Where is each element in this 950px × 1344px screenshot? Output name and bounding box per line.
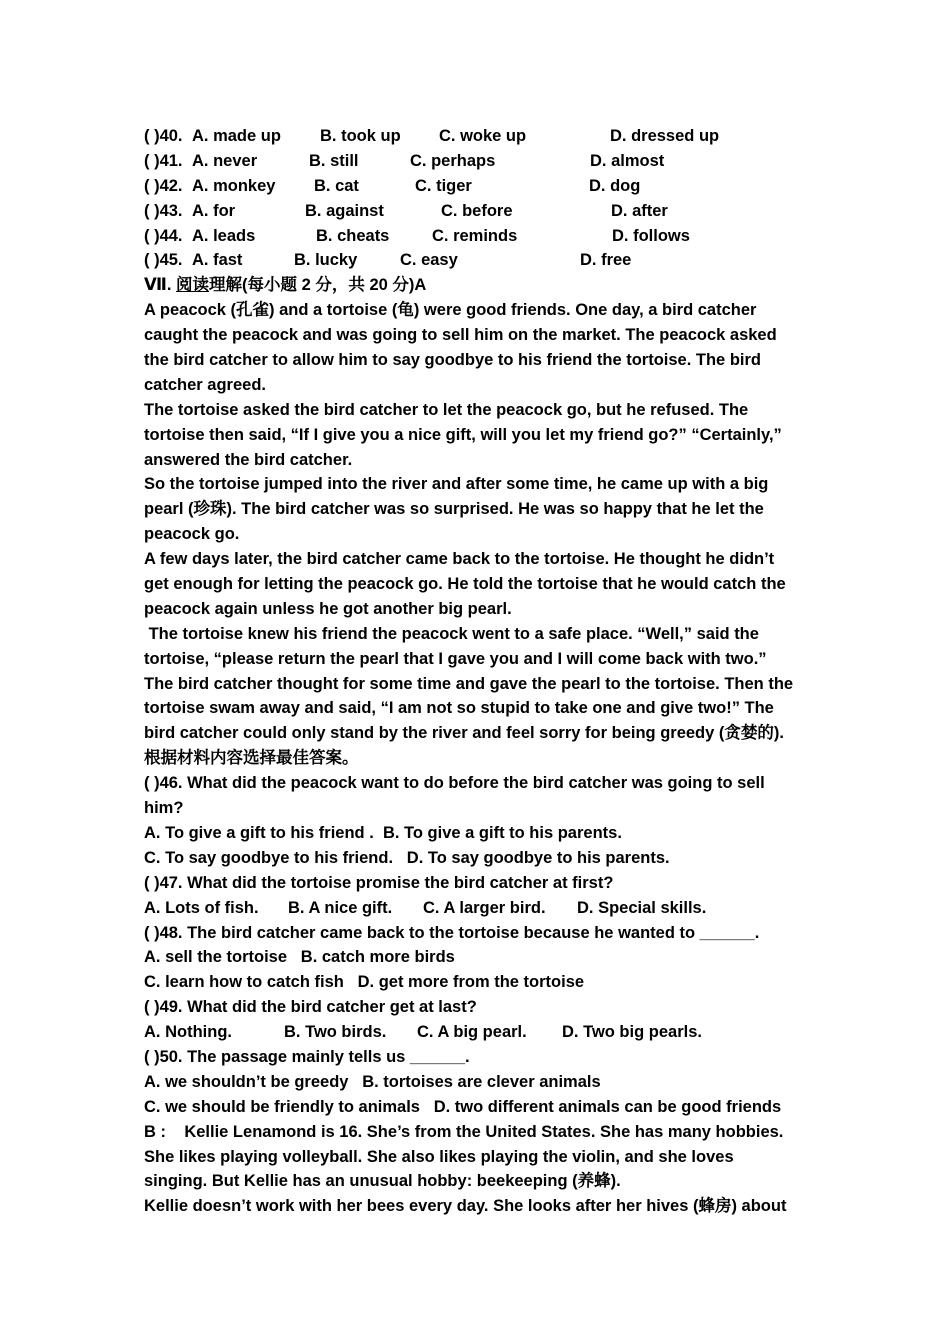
passage-line: caught the peacock and was going to sell him on the market. The peacock asked <box>144 326 777 345</box>
option-a: A. never <box>192 151 258 170</box>
option-a: A. made up <box>192 127 281 145</box>
option-c: C. easy <box>400 251 458 270</box>
option-b: B. A nice gift. <box>288 898 393 917</box>
question-46-options-cd: C. To say goodbye to his friend. D. To say goodbye to his parents. <box>144 848 670 867</box>
passage-line: tortoise swam away and said, “I am not so stupid to take one and give two!” The <box>144 699 774 718</box>
passage-line: The tortoise asked the bird catcher to let the peacock go, but he refused. The <box>144 400 749 419</box>
passage-line: singing. But Kellie has an unusual hobby: beekeeping (养蜂). <box>144 1172 621 1191</box>
section-rest: 理解(每小题 2 分，共 20 分)A <box>209 276 427 295</box>
question-number: ( )40. <box>144 127 183 145</box>
question-48-options-ab: A. sell the tortoise B. catch more birds <box>144 948 455 967</box>
option-c: C. before <box>441 201 513 220</box>
option-c: C. tiger <box>415 176 472 195</box>
question-48-options-cd: C. learn how to catch fish D. get more from the tortoise <box>144 973 585 992</box>
passage-line: tortoise then said, “If I give you a nice gift, will you let my friend go?” “Certainly,” <box>144 425 782 444</box>
option-a: A. fast <box>192 251 243 270</box>
question-number: ( )45. <box>144 251 183 270</box>
passage-line: Kellie doesn’t work with her bees every day. She looks after her hives (蜂房) about <box>144 1197 787 1216</box>
passage-line: She likes playing volleyball. She also likes playing the violin, and she loves <box>144 1147 734 1166</box>
option-c: C. woke up <box>439 127 527 145</box>
option-d: D. dressed up <box>610 127 720 145</box>
passage-line: A few days later, the bird catcher came back to the tortoise. He thought he didn’t <box>144 550 775 569</box>
question-50: ( )50. The passage mainly tells us ______. <box>144 1047 470 1066</box>
question-49-options <box>144 1020 809 1045</box>
option-c: C. reminds <box>432 226 518 245</box>
questions-a <box>144 771 809 1119</box>
question-number: ( )44. <box>144 226 183 245</box>
option-d: D. dog <box>589 176 641 195</box>
question-49: ( )49. What did the bird catcher get at last? <box>144 998 477 1017</box>
passage-line: get enough for letting the peacock go. He told the tortoise that he would catch the <box>144 575 786 594</box>
cloze-question-40 <box>144 124 809 149</box>
option-b: B. against <box>305 201 384 220</box>
cloze-question-44 <box>144 224 809 249</box>
passage-line: bird catcher could only stand by the river and feel sorry for being greedy (贪婪的). <box>144 724 784 743</box>
passage-line: catcher agreed. <box>144 375 266 394</box>
question-number: ( )42. <box>144 176 183 195</box>
question-50-options-cd: C. we should be friendly to animals D. two different animals can be good friends <box>144 1097 782 1116</box>
passage-line: peacock again unless he got another big pearl. <box>144 599 512 618</box>
section-name: 阅读 <box>176 276 210 295</box>
passage-line: A peacock (孔雀) and a tortoise (龟) were good friends. One day, a bird catcher <box>144 301 757 320</box>
passage-line: The bird catcher thought for some time and gave the pearl to the tortoise. Then the <box>144 674 794 693</box>
question-number: ( )41. <box>144 151 183 170</box>
question-50-options-ab: A. we shouldn’t be greedy B. tortoises are clever animals <box>144 1072 601 1091</box>
option-c: C. A big pearl. <box>417 1023 527 1042</box>
option-a: A. for <box>192 201 236 220</box>
question-47-options <box>144 896 809 921</box>
passage-line: So the tortoise jumped into the river and after some time, he came up with a big <box>144 475 769 494</box>
passage-line: tortoise, “please return the pearl that I gave you and I will come back with two.” <box>144 649 767 668</box>
passage-line: the bird catcher to allow him to say goodbye to his friend the tortoise. The bird <box>144 351 761 370</box>
option-d: D. free <box>580 251 632 270</box>
cloze-question-41 <box>144 149 809 174</box>
option-b: B. cheats <box>316 226 390 245</box>
question-number: ( )43. <box>144 201 183 220</box>
question-46-cont: him? <box>144 799 184 818</box>
cloze-question-42 <box>144 174 809 199</box>
option-b: B. took up <box>320 127 401 145</box>
passage-line: pearl (珍珠). The bird catcher was so surprised. He was so happy that he let the <box>144 500 764 519</box>
option-d: D. follows <box>612 226 690 245</box>
option-b: B. lucky <box>294 251 358 270</box>
question-47: ( )47. What did the tortoise promise the bird catcher at first? <box>144 873 614 892</box>
passage-line: answered the bird catcher. <box>144 450 353 469</box>
option-c: C. A larger bird. <box>423 898 546 917</box>
passage-line: peacock go. <box>144 525 240 544</box>
option-a: A. Nothing. <box>144 1023 232 1042</box>
option-a: A. leads <box>192 226 256 245</box>
option-d: D. after <box>611 201 668 220</box>
section-roman: Ⅶ. <box>144 276 177 295</box>
question-46: ( )46. What did the peacock want to do before the bird catcher was going to sell <box>144 774 765 793</box>
option-a: A. monkey <box>192 176 276 195</box>
exam-content <box>144 124 809 1219</box>
option-b: B. Two birds. <box>284 1023 387 1042</box>
cloze-question-43 <box>144 199 809 224</box>
option-b: B. still <box>309 151 359 170</box>
passage-line: The tortoise knew his friend the peacock went to a safe place. “Well,” said the <box>144 624 759 643</box>
question-48: ( )48. The bird catcher came back to the tortoise because he wanted to ______. <box>144 923 760 942</box>
cloze-question-45 <box>144 248 809 273</box>
section-heading <box>144 273 809 298</box>
option-d: D. Special skills. <box>577 898 707 917</box>
question-46-options-ab: A. To give a gift to his friend . B. To give a gift to his parents. <box>144 823 622 842</box>
passage-line: B : Kellie Lenamond is 16. She’s from the United States. She has many hobbies. <box>144 1122 784 1141</box>
passage-b <box>144 1120 809 1220</box>
option-c: C. perhaps <box>410 151 496 170</box>
option-a: A. Lots of fish. <box>144 898 259 917</box>
option-d: D. Two big pearls. <box>562 1023 702 1042</box>
option-d: D. almost <box>590 151 665 170</box>
instruction-line: 根据材料内容选择最佳答案。 <box>144 749 359 768</box>
option-b: B. cat <box>314 176 359 195</box>
passage-a <box>144 298 809 771</box>
